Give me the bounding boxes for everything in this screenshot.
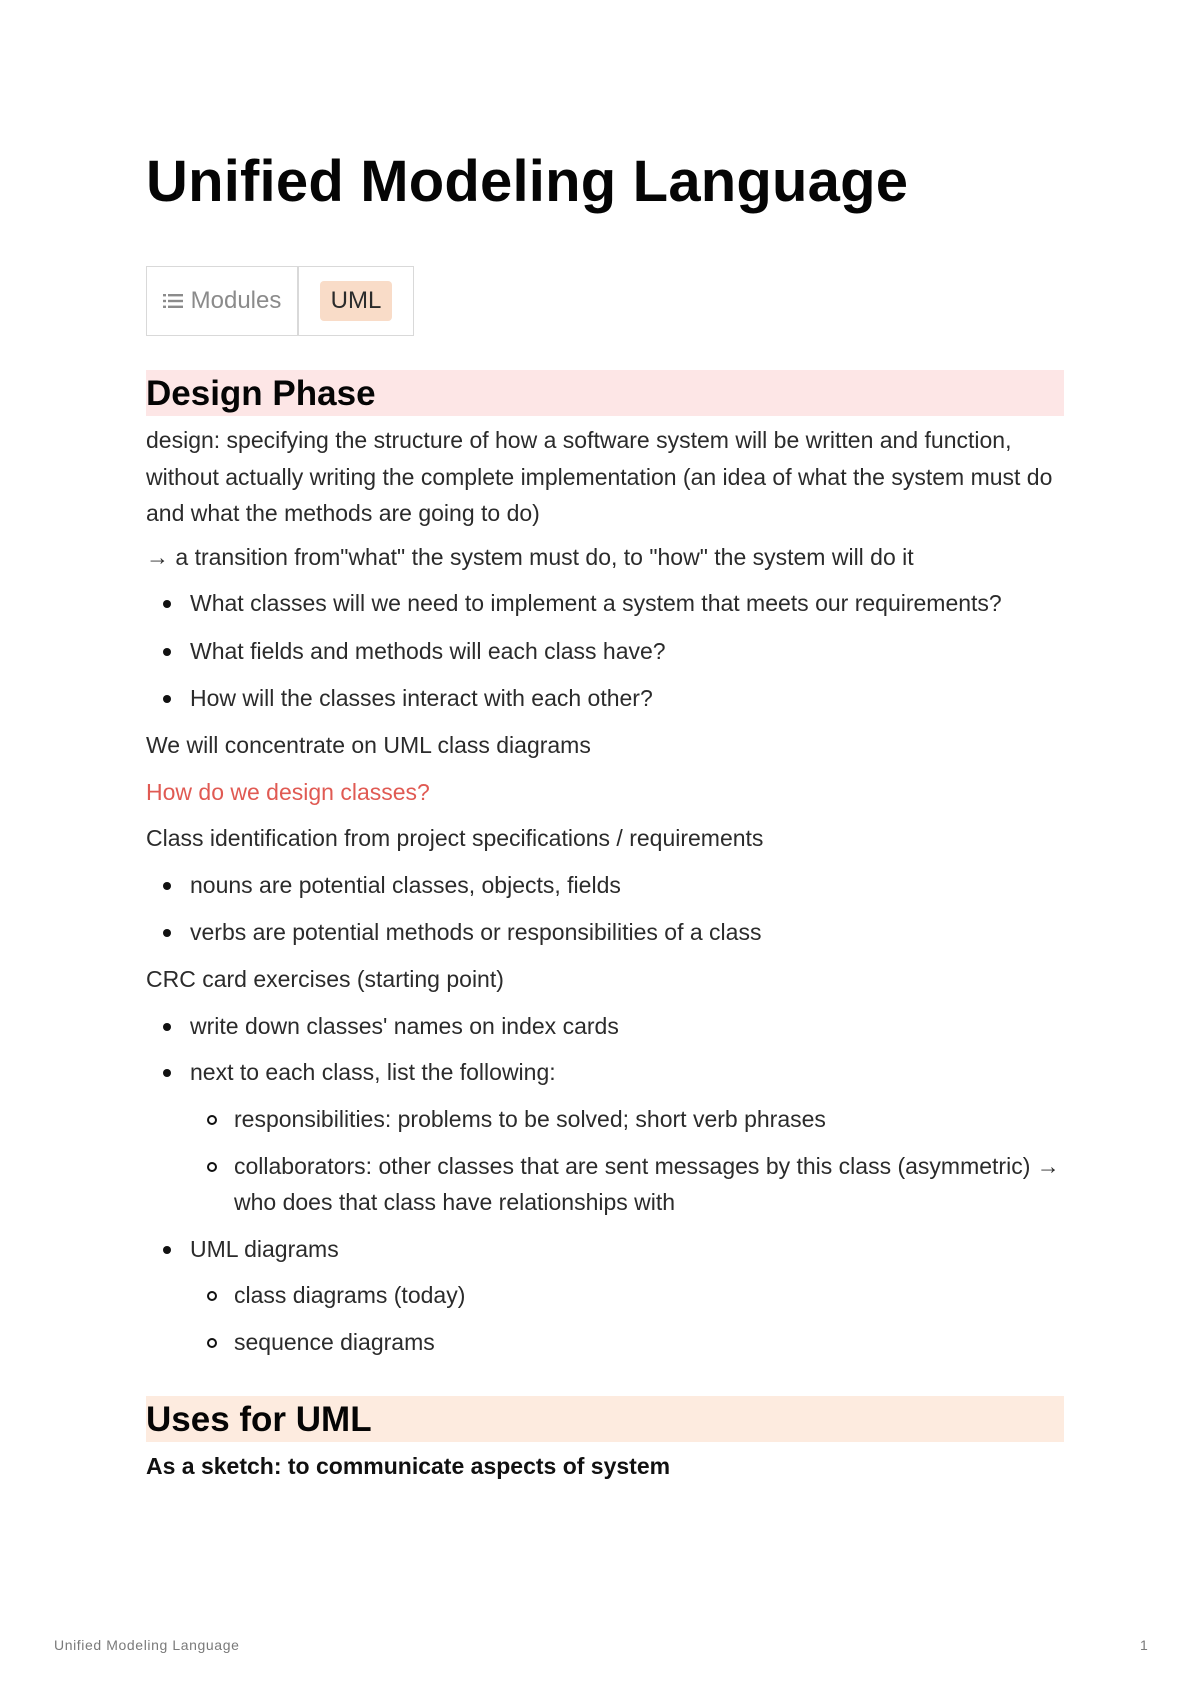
section-heading-uses-for-uml: Uses for UML — [146, 1396, 1064, 1442]
property-row — [146, 266, 414, 336]
crc-sub-list — [190, 1101, 1064, 1221]
section-heading-design-phase: Design Phase — [146, 370, 1064, 416]
list-item: write down classes' names on index cards — [190, 1012, 619, 1039]
page-title: Unified Modeling Language — [146, 149, 909, 214]
list-item: verbs are potential methods or responsibilities of a class — [190, 918, 762, 945]
uses-first-line: As a sketch: to communicate aspects of system — [146, 1453, 671, 1480]
property-name — [147, 267, 299, 335]
class-identification: Class identification from project specifications / requirements — [146, 825, 764, 852]
design-definition: design: specifying the structure of how a software system will be written and function, without actually writing the complete implementation (an idea of what the system must do and what the methods are going to do) — [146, 427, 1053, 527]
content — [146, 370, 1064, 1485]
list-item: How will the classes interact with each other? — [190, 684, 653, 711]
list-item: class diagrams (today) — [234, 1282, 466, 1309]
list-item: UML diagrams class diagrams (today) sequence diagrams — [190, 1231, 1064, 1361]
uml-diagrams-list — [190, 1277, 1064, 1360]
list-icon — [163, 293, 183, 309]
list-item: sequence diagrams — [234, 1328, 435, 1355]
list-item: responsibilities: problems to be solved; short verb phrases — [234, 1105, 826, 1132]
list-item: What classes will we need to implement a system that meets our requirements? — [190, 590, 1002, 617]
list-item: next to each class, list the following: responsibilities: problems to be solved; short verb phrases collaborators: other classes that are sent messages by this class (asymmetric) → who does that class have relationships with — [190, 1054, 1064, 1220]
property-value — [299, 267, 413, 335]
design-question: How do we design classes? — [146, 778, 430, 805]
question-list — [146, 585, 1064, 716]
property-label: Modules — [190, 287, 282, 314]
crc-intro: CRC card exercises (starting point) — [146, 966, 504, 993]
list-item: What fields and methods will each class have? — [190, 637, 666, 664]
list-item: nouns are potential classes, objects, fields — [190, 871, 621, 898]
concentrate-note: We will concentrate on UML class diagrams — [146, 732, 591, 759]
footer-title: Unified Modeling Language — [54, 1637, 240, 1653]
transition-note: → a transition from"what" the system must do, to "how" the system will do it — [146, 543, 914, 570]
list-item: collaborators: other classes that are sent messages by this class (asymmetric) → who does that class have relationships with — [234, 1152, 1060, 1216]
crc-list — [146, 1008, 1064, 1361]
module-tag[interactable]: UML — [320, 281, 393, 321]
identification-list — [146, 867, 1064, 950]
page-number: 1 — [1140, 1637, 1148, 1653]
